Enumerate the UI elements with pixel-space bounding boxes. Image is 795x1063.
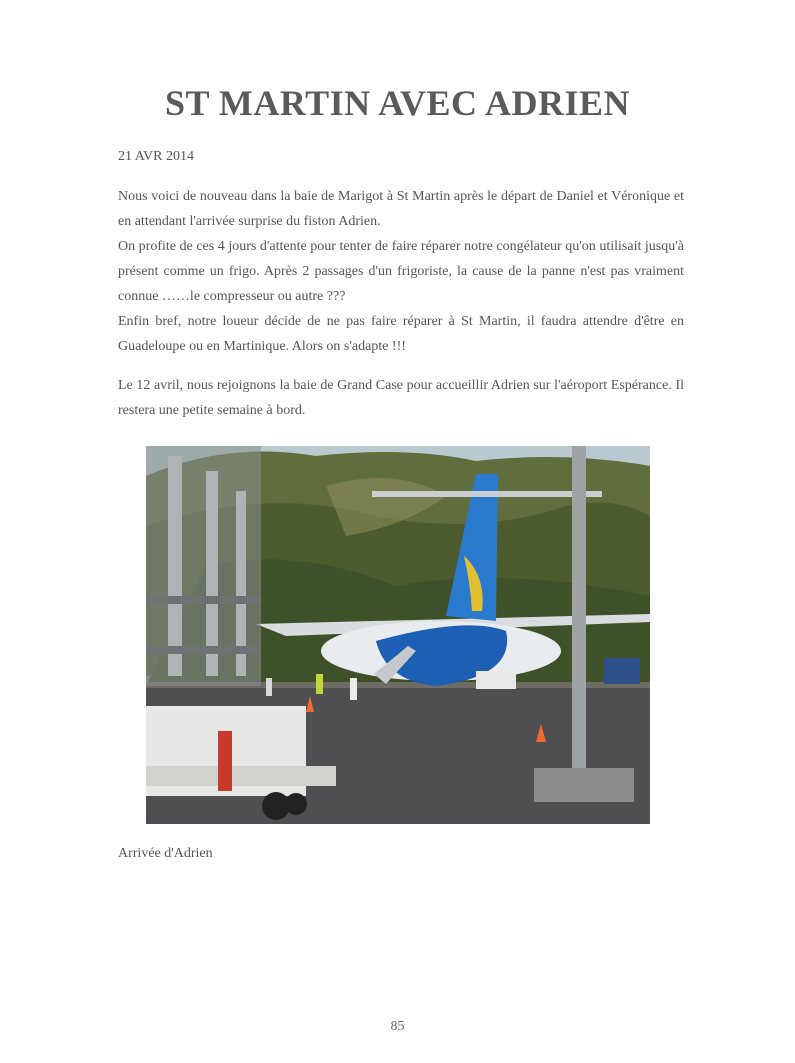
paragraph-1-sentence-1: Nous voici de nouveau dans la baie de Marigot à St Martin après le départ de Daniel et Véronique et en attendant l'arrivée surprise du fiston Adrien.	[118, 189, 684, 229]
paragraph-1-sentence-2: On profite de ces 4 jours d'attente pour tenter de faire réparer notre congélateur qu'on utilisait jusqu'à présent comme un frigo. Après 2 passages d'un frigoriste, la cause de la panne n'est pas vraiment connue ……le compresseur ou autre ???	[118, 239, 684, 304]
paragraph-2: Le 12 avril, nous rejoignons la baie de Grand Case pour accueillir Adrien sur l'aéroport Espérance. Il restera une petite semaine à bord.	[118, 378, 684, 418]
paragraph-1-sentence-3: Enfin bref, notre loueur décide de ne pas faire réparer à St Martin, il faudra attendre d'être en Guadeloupe ou en Martinique. Alors on s'adapte !!!	[118, 314, 684, 354]
page-number: 85	[390, 1019, 405, 1034]
airport-airplane-photo	[146, 446, 650, 824]
paragraph-1	[118, 184, 684, 359]
airplane-photo-illustration	[146, 446, 650, 824]
page-title: ST MARTIN AVEC ADRIEN	[164, 83, 631, 123]
photo-caption: Arrivée d'Adrien	[118, 846, 213, 861]
post-date: 21 AVR 2014	[118, 149, 194, 164]
